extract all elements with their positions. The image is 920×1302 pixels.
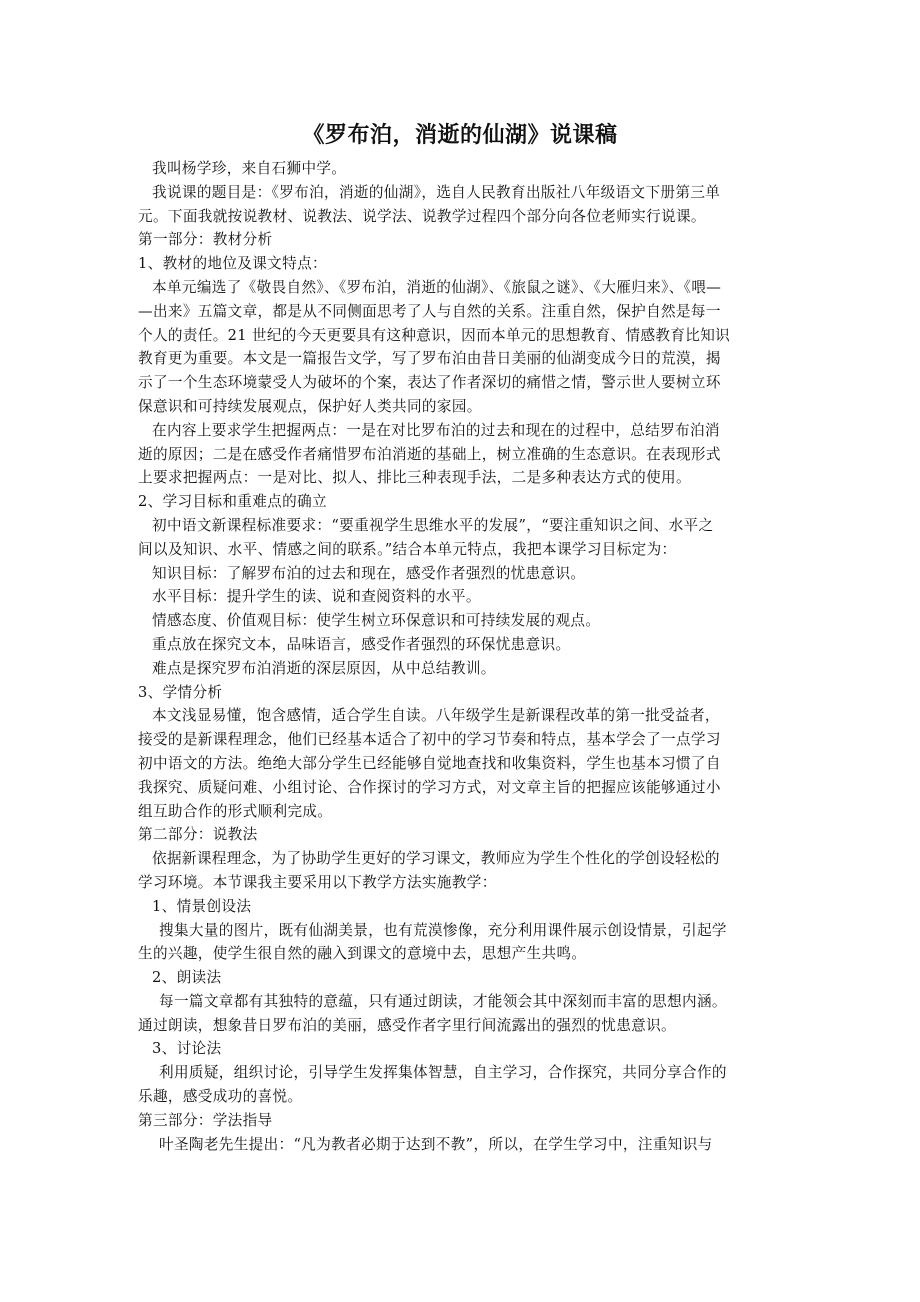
paragraph-line: 逝的原因；二是在感受作者痛惜罗布泊消逝的基础上，树立准确的生态意识。在表现形式	[138, 445, 721, 463]
paragraph-line: 教育更为重要。本文是一篇报告文学，写了罗布泊由昔日美丽的仙湖变成今日的荒漠，揭	[138, 350, 721, 368]
subsection-heading: 1、教材的地位及课文特点：	[138, 255, 327, 273]
document-body	[138, 157, 783, 1156]
paragraph-line: 上要求把握两点：一是对比、拟人、排比三种表现手法，二是多种表达方式的使用。	[138, 469, 691, 487]
paragraph-line: 我叫杨学珍，来自石狮中学。	[152, 160, 347, 177]
paragraph-line: 在内容上要求学生把握两点：一是在对比罗布泊的过去和现在的过程中，总结罗布泊消	[152, 421, 720, 439]
paragraph-line: 本文浅显易懂，饱含感情，适合学生自读。八年级学生是新课程改革的第一批受益者，	[152, 707, 720, 725]
paragraph-line: —出来》五篇文章，都是从不同侧面思考了人与自然的关系。注重自然，保护自然是每一	[138, 302, 721, 320]
paragraph-line: 示了一个生态环境蒙受人为破坏的个案，表达了作者深切的痛惜之情，警示世人要树立环	[138, 374, 721, 392]
goal-line: 重点放在探究文本，品味语言，感受作者强烈的环保忧患意识。	[152, 635, 571, 653]
paragraph-line: 我探究、质疑问难、小组讨论、合作探讨的学习方式，对文章主旨的把握应该能够通过小	[138, 778, 721, 796]
paragraph-line: 个人的责任。21 世纪的今天更要具有这种意识，因而本单元的思想教育、情感教育比知识	[138, 326, 731, 344]
method-heading: 1、情景创设法	[152, 897, 252, 915]
subsection-heading: 3、学情分析	[138, 683, 223, 701]
paragraph-line: 通过朗读，想象昔日罗布泊的美丽，感受作者字里行间流露出的强烈的忧患意识。	[138, 1016, 676, 1034]
document-title: 《罗布泊，消逝的仙湖》说课稿	[302, 123, 618, 148]
paragraph-line: 每一篇文章都有其独特的意蕴，只有通过朗读，才能领会其中深刻而丰富的思想内涵。	[159, 992, 727, 1010]
paragraph-line: 乐趣，感受成功的喜悦。	[138, 1088, 303, 1106]
paragraph-line: 利用质疑，组织讨论，引导学生发挥集体智慧，自主学习，合作探究，共同分享合作的	[159, 1064, 727, 1082]
goal-line: 情感态度、价值观目标：使学生树立环保意识和可持续发展的观点。	[152, 612, 601, 630]
paragraph-line: 本单元编选了《敬畏自然》、《罗布泊，消逝的仙湖》、《旅鼠之谜》、《大雁归来》、《喂—	[152, 278, 722, 296]
paragraph-line: 学习环境。本节课我主要采用以下教学方法实施教学：	[138, 873, 497, 891]
paragraph-line: 保意识和可持续发展观点，保护好人类共同的家园。	[138, 397, 482, 415]
paragraph-line: 初中语文的方法。绝绝大部分学生已经能够自觉地查找和收集资料，学生也基本习惯了自	[138, 754, 721, 772]
paragraph-line: 元。下面我就按说教材、说教法、说学法、说教学过程四个部分向各位老师实行说课。	[138, 207, 706, 225]
goal-line: 水平目标：提升学生的读、说和查阅资料的水平。	[152, 588, 481, 606]
section-heading: 第三部分：学法指导	[138, 1111, 273, 1129]
method-heading: 2、朗读法	[152, 969, 222, 987]
paragraph-line: 间以及知识、水平、情感之间的联系。”结合本单元特点，我把本课学习目标定为：	[138, 540, 677, 558]
paragraph-line: 接受的是新课程理念，他们已经基本适合了初中的学习节奏和特点，基本学会了一点学习	[138, 731, 721, 749]
paragraph-line: 初中语文新课程标准要求：“要重视学生思维水平的发展”，“要注重知识之间、水平之	[152, 516, 714, 534]
section-heading: 第一部分：教材分析	[138, 231, 273, 249]
paragraph-line: 依据新课程理念，为了协助学生更好的学习课文，教师应为学生个性化的学创设轻松的	[152, 850, 720, 868]
subsection-heading: 2、学习目标和重难点的确立	[138, 493, 327, 511]
goal-line: 难点是探究罗布泊消逝的深层原因，从中总结教训。	[152, 659, 496, 677]
paragraph-line: 叶圣陶老先生提出：“凡为教者必期于达到不教”，所以，在学生学习中，注重知识与	[159, 1135, 713, 1153]
goal-line: 知识目标：了解罗布泊的过去和现在，感受作者强烈的忧患意识。	[152, 564, 586, 582]
paragraph-line: 搜集大量的图片，既有仙湖美景，也有荒漠惨像，充分利用课件展示创设情景，引起学	[159, 921, 727, 939]
paragraph-line: 生的兴趣，使学生很自然的融入到课文的意境中去，思想产生共鸣。	[138, 945, 587, 963]
method-heading: 3、讨论法	[152, 1040, 222, 1058]
paragraph-line: 我说课的题目是：《罗布泊，消逝的仙湖》，选自人民教育出版社八年级语文下册第三单	[152, 183, 721, 201]
paragraph-line: 组互助合作的形式顺利完成。	[138, 802, 333, 820]
section-heading: 第二部分：说教法	[138, 826, 258, 844]
